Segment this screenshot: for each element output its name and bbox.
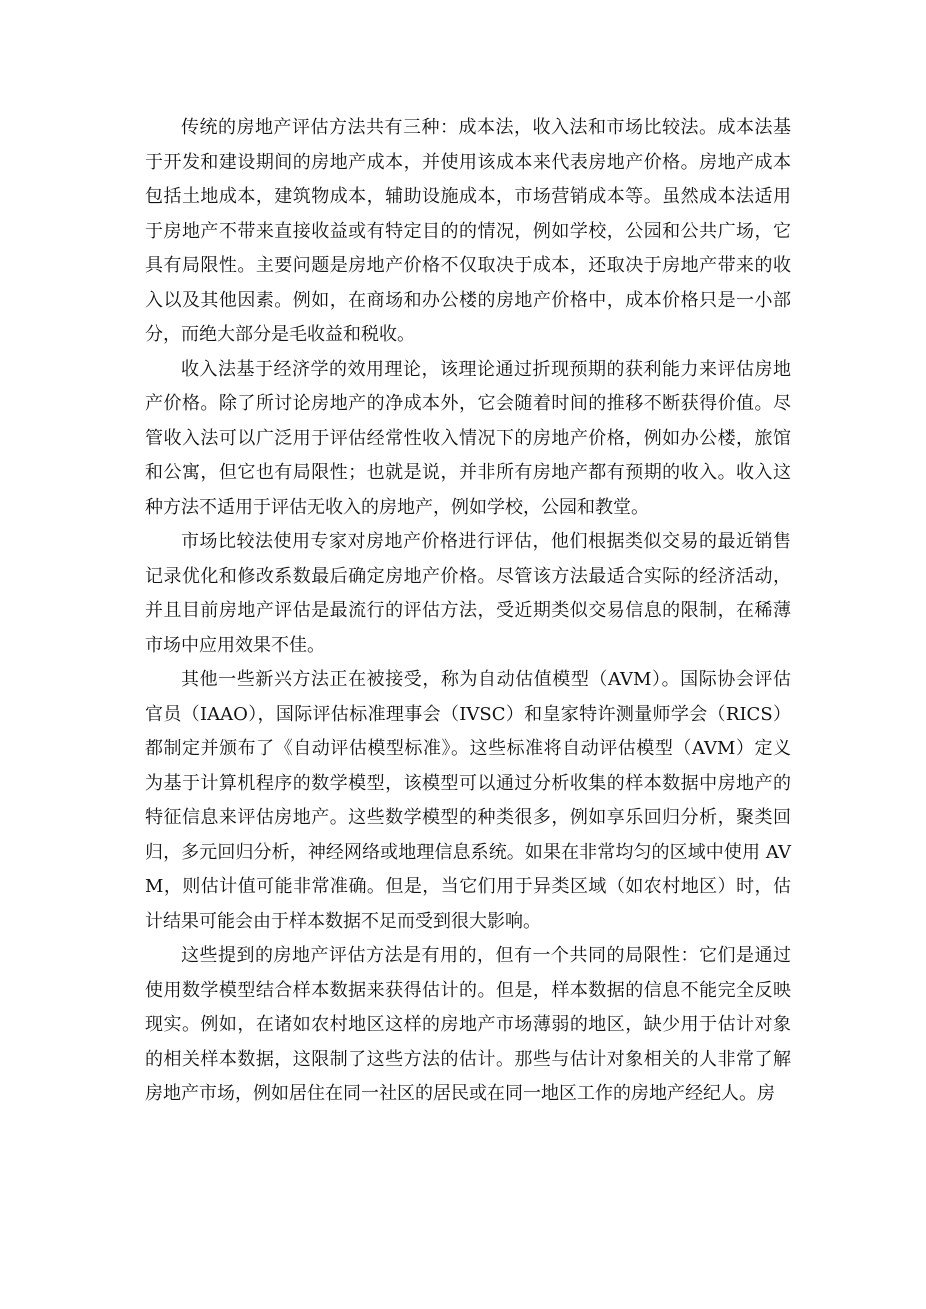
document-page: [145, 111, 791, 1112]
paragraph-limitations: 这些提到的房地产评估方法是有用的，但有一个共同的局限性：它们是通过使用数学模型结合样本数据来获得估计的。但是，样本数据的信息不能完全反映现实。例如，在诸如农村地区这样的房地产市场薄弱的地区，缺少用于估计对象的相关样本数据，这限制了这些方法的估计。那些与估计对象相关的人非常了解房地产市场，例如居住在同一社区的居民或在同一地区工作的房地产经纪人。房: [145, 945, 791, 1104]
paragraph-avm: 其他一些新兴方法正在被接受，称为自动估值模型（AVM）。国际协会评估官员（IAAO），国际评估标准理事会（IVSC）和皇家特许测量师学会（RICS）都制定并颁布了《自动评估模型标准》。这些标准将自动评估模型（AVM）定义为基于计算机程序的数学模型，该模型可以通过分析收集的样本数据中房地产的特征信息来评估房地产。这些数学模型的种类很多，例如享乐回归分析，聚类回归，多元回归分析，神经网络或地理信息系统。如果在非常均匀的区域中使用 AVM，则估计值可能非常准确。但是，当它们用于异类区域（如农村地区）时，估计结果可能会由于样本数据不足而受到很大影响。: [145, 669, 791, 932]
paragraph-income-approach: 收入法基于经济学的效用理论，该理论通过折现预期的获利能力来评估房地产价格。除了所讨论房地产的净成本外，它会随着时间的推移不断获得价值。尽管收入法可以广泛用于评估经常性收入情况下的房地产价格，例如办公楼，旅馆和公寓，但它也有局限性；也就是说，并非所有房地产都有预期的收入。收入这种方法不适用于评估无收入的房地产，例如学校，公园和教堂。: [145, 358, 791, 518]
paragraph-traditional-methods: 传统的房地产评估方法共有三种：成本法，收入法和市场比较法。成本法基于开发和建设期间的房地产成本，并使用该成本来代表房地产价格。房地产成本包括土地成本，建筑物成本，辅助设施成本，市场营销成本等。虽然成本法适用于房地产不带来直接收益或有特定目的的情况，例如学校，公园和公共广场，它具有局限性。主要问题是房地产价格不仅取决于成本，还取决于房地产带来的收入以及其他因素。例如，在商场和办公楼的房地产价格中，成本价格只是一小部分，而绝大部分是毛收益和税收。: [145, 117, 791, 345]
paragraph-market-comparison: 市场比较法使用专家对房地产价格进行评估，他们根据类似交易的最近销售记录优化和修改系数最后确定房地产价格。尽管该方法最适合实际的经济活动，并且目前房地产评估是最流行的评估方法，受近期类似交易信息的限制，在稀薄市场中应用效果不佳。: [145, 531, 791, 656]
